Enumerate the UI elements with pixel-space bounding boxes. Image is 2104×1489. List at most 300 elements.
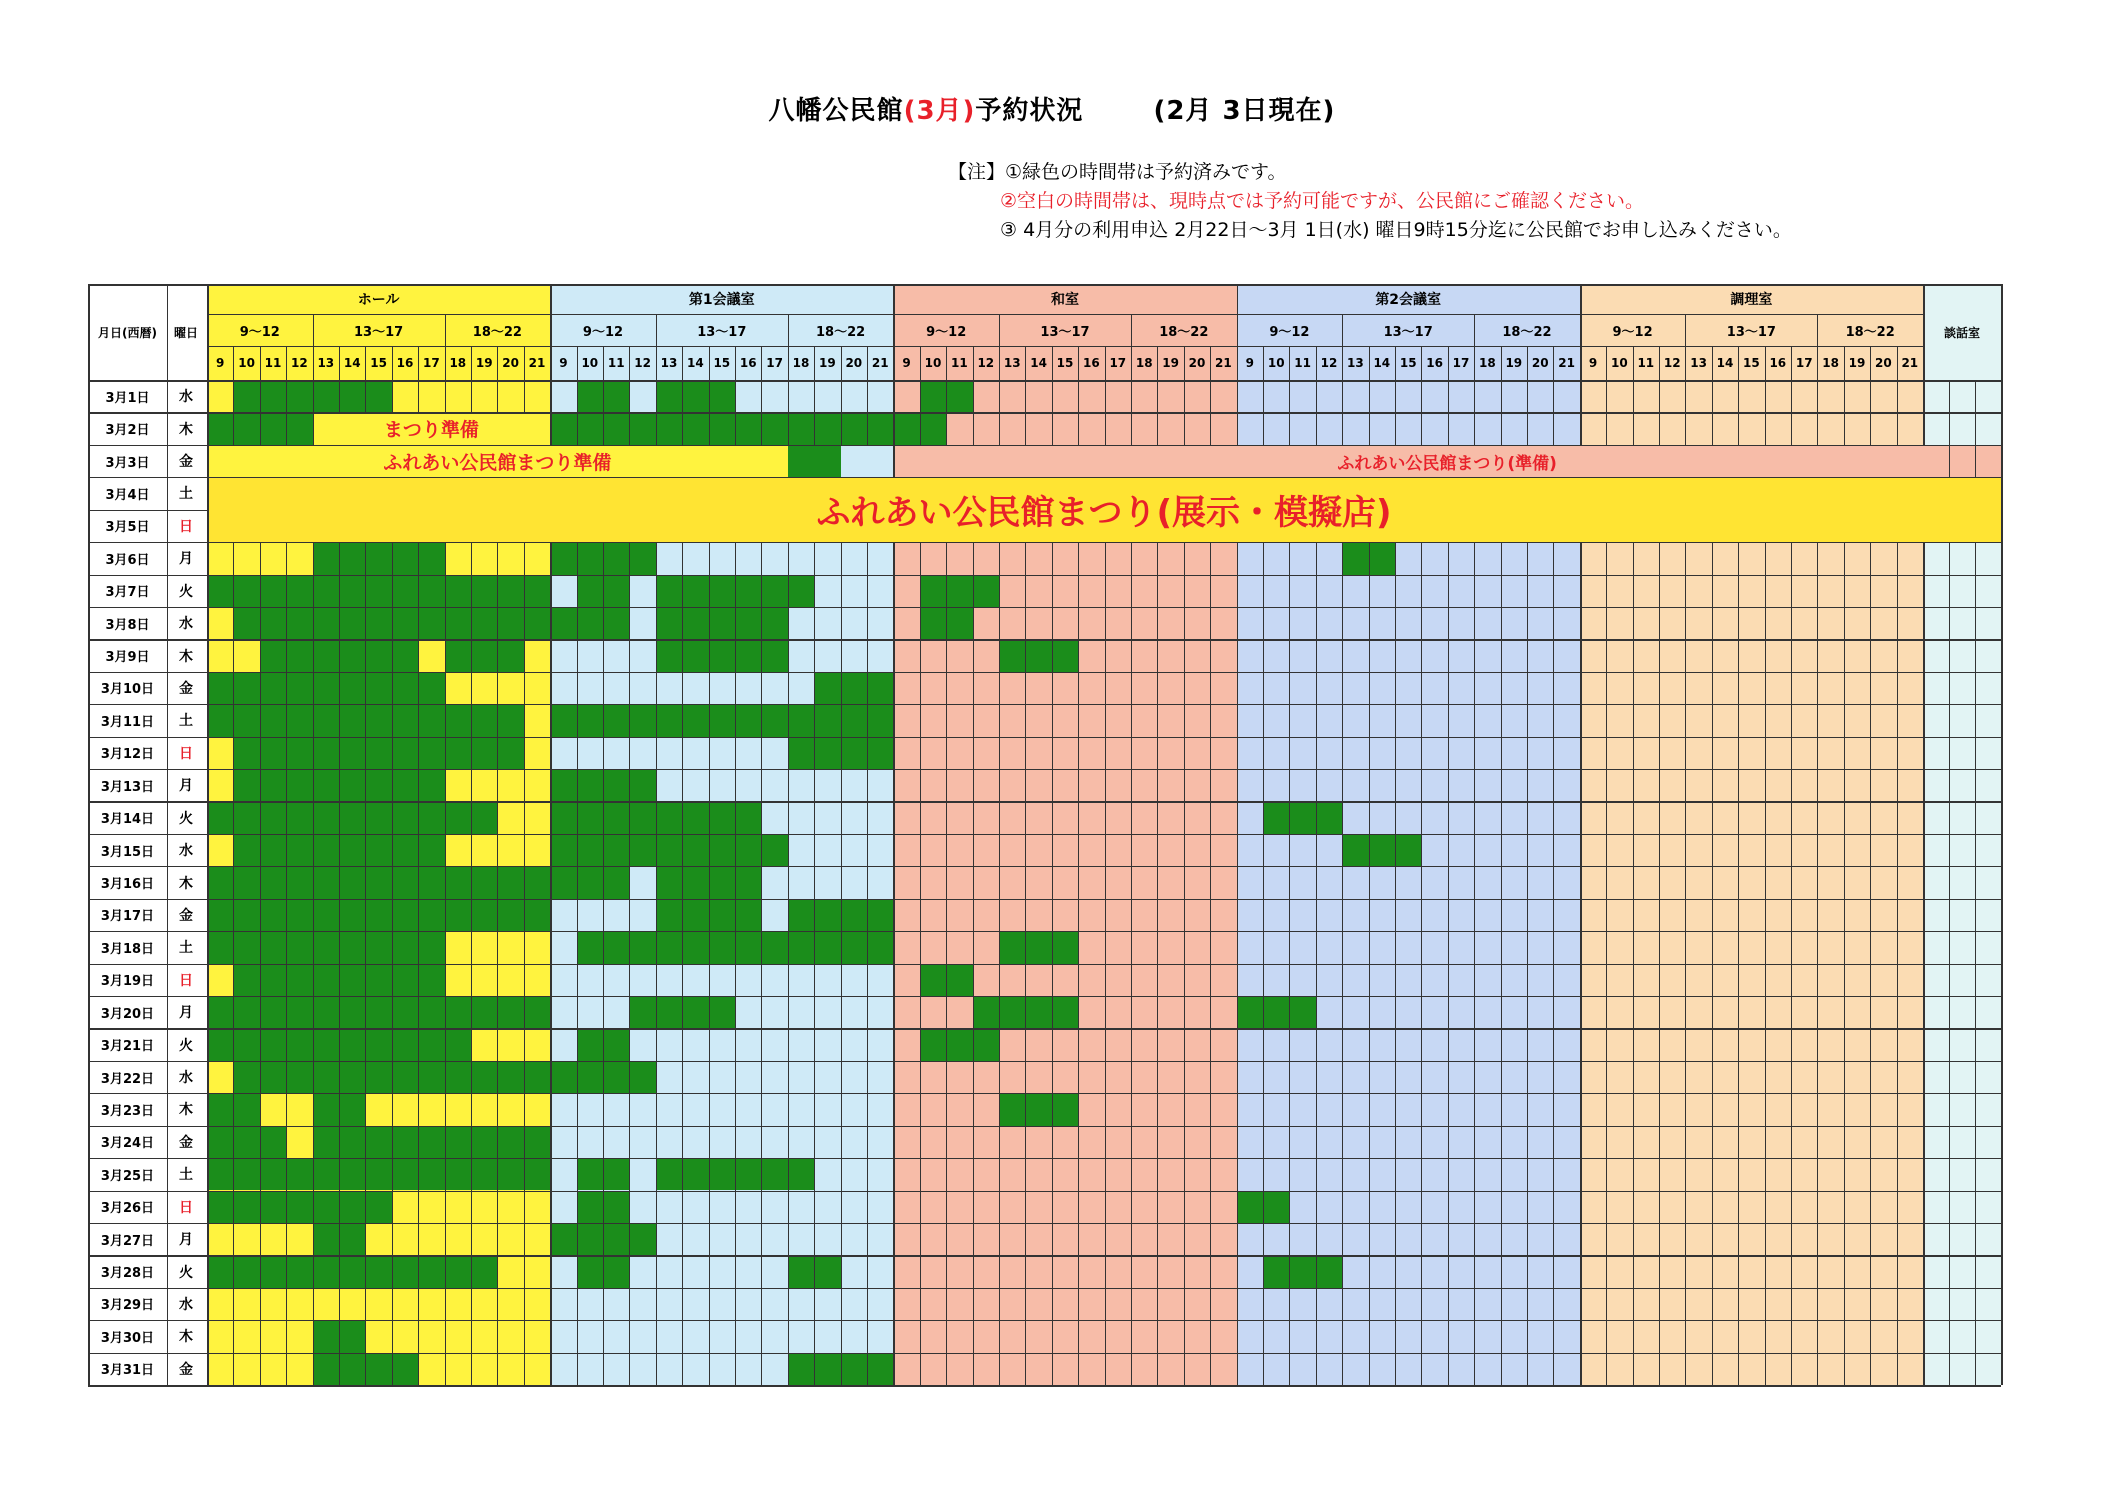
booked-cell [260,1255,286,1287]
day-date: 3月1日 [105,390,150,406]
booked-cell [550,801,576,833]
booked-cell [682,412,708,444]
booked-cell [365,1126,391,1158]
booked-cell [365,1191,391,1223]
booked-cell [445,996,471,1028]
day-weekday: 日 [179,972,193,989]
hour-header: 12 [291,356,308,370]
day-weekday: 水 [179,1296,193,1313]
hour-header: 11 [1637,356,1655,370]
booked-cell [418,769,444,801]
extra-room-header: 談話室 [1943,325,1980,340]
hour-header: 17 [1452,356,1470,370]
day-weekday: 月 [179,551,193,568]
booked-cell [709,412,735,444]
booked-cell [682,380,708,412]
booked-cell [339,1223,365,1255]
hour-header: 9 [216,356,225,370]
booked-cell [577,607,603,639]
booked-cell [920,1028,946,1060]
booked-cell [207,931,233,963]
booked-cell [788,1158,814,1190]
booked-cell [629,996,655,1028]
day-date: 3月5日 [105,520,150,536]
booked-cell [339,575,365,607]
booked-cell [418,964,444,996]
hour-header: 12 [1663,356,1681,370]
booked-cell [313,1223,339,1255]
booked-cell [392,834,418,866]
booked-cell [233,1158,259,1190]
booked-cell [656,996,682,1028]
booked-cell [418,1255,444,1287]
booked-cell [577,1061,603,1093]
booked-cell [656,704,682,736]
booked-cell [682,639,708,671]
booked-cell [629,801,655,833]
booked-cell [577,801,603,833]
booked-cell [313,672,339,704]
booked-cell [471,866,497,898]
title-facility: 八幡公民館 [768,96,904,126]
booked-cell [313,834,339,866]
booked-cell [392,542,418,574]
booked-cell [550,1223,576,1255]
booked-cell [841,737,867,769]
room-header: 和室 [1050,292,1079,308]
hour-header: 16 [1083,356,1100,370]
booked-cell [656,834,682,866]
booked-cell [577,866,603,898]
booked-cell [392,639,418,671]
day-date: 3月19日 [100,974,155,990]
booked-cell [365,1353,391,1385]
booked-cell [603,412,629,444]
booked-cell [867,1353,893,1385]
booked-cell [603,380,629,412]
booked-cell [656,639,682,671]
hour-header: 10 [1611,356,1628,370]
booked-cell [233,380,259,412]
booked-cell [471,607,497,639]
booked-cell [656,899,682,931]
hour-header: 19 [1505,356,1523,370]
booked-cell [1025,996,1051,1028]
booked-cell [656,931,682,963]
booked-cell [814,412,840,444]
booked-cell [392,899,418,931]
booked-cell [841,704,867,736]
booked-cell [973,996,999,1028]
hour-header: 9 [559,356,568,370]
day-weekday: 金 [179,907,193,924]
booked-cell [656,801,682,833]
booked-cell [339,639,365,671]
time-slot-header: 9～12 [239,324,280,340]
hour-header: 14 [687,356,704,370]
day-date: 3月12日 [100,747,155,763]
title-suffix: 予約状況 [975,96,1084,126]
booked-cell [392,737,418,769]
day-date: 3月11日 [100,714,155,730]
banner-festival: ふれあい公民館まつり(展示・模擬店) [207,477,2001,542]
booked-cell [233,769,259,801]
booked-cell [339,834,365,866]
booked-cell [339,1126,365,1158]
booked-cell [260,1158,286,1190]
day-weekday: 金 [179,454,193,471]
booked-cell [577,542,603,574]
hour-header: 13 [1347,356,1364,370]
notes [948,158,1792,245]
booked-cell [550,412,576,444]
hour-header: 11 [1294,356,1311,370]
hour-header: 15 [1056,356,1074,370]
booked-cell [445,1061,471,1093]
time-slot-header: 13～17 [1383,324,1433,340]
booked-cell [603,1028,629,1060]
day-date: 3月14日 [100,812,155,828]
booked-cell [709,996,735,1028]
day-date: 3月27日 [100,1233,155,1249]
booked-cell [497,996,523,1028]
booked-cell [365,1158,391,1190]
booked-cell [207,866,233,898]
day-weekday: 木 [179,648,193,665]
day-weekday: 火 [179,810,193,827]
booked-cell [445,1126,471,1158]
booked-cell [629,931,655,963]
hour-header: 9 [1245,356,1254,370]
booked-cell [497,704,523,736]
booked-cell [471,575,497,607]
booked-cell [445,737,471,769]
booked-cell [656,607,682,639]
booked-cell [471,639,497,671]
booked-cell [788,575,814,607]
booked-cell [497,1126,523,1158]
hour-header: 17 [1795,356,1813,370]
day-weekday: 金 [179,1361,193,1378]
hour-header: 9 [1588,356,1598,370]
booked-cell [339,899,365,931]
time-slot-header: 13～17 [354,324,404,340]
booked-cell [682,607,708,639]
time-slot-header: 9～12 [582,324,624,340]
note-line-1 [948,158,1792,187]
booked-cell [682,1158,708,1190]
day-date: 3月4日 [105,487,150,503]
booked-cell [418,704,444,736]
booked-cell [445,1028,471,1060]
booked-cell [603,801,629,833]
booked-cell [629,412,655,444]
time-slot-header: 9～12 [1269,324,1310,340]
booked-cell [788,1255,814,1287]
booked-cell [471,899,497,931]
booked-cell [1263,801,1289,833]
hour-header: 19 [475,356,493,370]
note-line-3: ③ 4月分の利用申込 2月22日～3月 1日(水) 曜日9時15分迄に公民館でお申し込みください。 [1000,219,1792,241]
booked-cell [207,996,233,1028]
booked-cell [392,575,418,607]
hour-header: 17 [423,356,440,370]
booked-cell [260,769,286,801]
day-weekday: 木 [179,421,193,438]
booked-cell [577,769,603,801]
booked-cell [471,801,497,833]
booked-cell [761,834,787,866]
reservation-grid [88,284,2003,1388]
hour-header: 11 [607,356,625,370]
hour-header: 13 [660,356,678,370]
booked-cell [207,1093,233,1125]
booked-cell [577,1028,603,1060]
banner-day3-left: ふれあい公民館まつり準備 [207,445,788,477]
booked-cell [577,704,603,736]
booked-cell [365,607,391,639]
day-date: 3月10日 [100,682,155,698]
booked-cell [682,931,708,963]
booked-cell [550,1061,576,1093]
day-date: 3月23日 [100,1103,155,1119]
day-date: 3月6日 [105,552,150,568]
booked-cell [207,412,233,444]
booked-cell [603,834,629,866]
booked-cell [1289,801,1315,833]
booked-cell [524,899,550,931]
day-date: 3月29日 [100,1298,155,1314]
time-slot-header: 18～22 [816,324,866,340]
hour-header: 12 [1320,356,1338,370]
booked-cell [233,899,259,931]
booked-cell [392,1028,418,1060]
booked-cell [603,575,629,607]
booked-cell [867,704,893,736]
booked-cell [497,1158,523,1190]
booked-cell [814,931,840,963]
booked-cell [339,1353,365,1385]
booked-cell [761,639,787,671]
booked-cell [233,1126,259,1158]
day-weekday: 木 [179,875,193,892]
booked-cell [1369,834,1395,866]
hour-header: 18 [792,356,810,370]
booked-cell [365,769,391,801]
booked-cell [207,1126,233,1158]
booked-cell [339,996,365,1028]
booked-cell [682,575,708,607]
booked-cell [365,834,391,866]
booked-cell [392,996,418,1028]
booked-cell [814,737,840,769]
day-weekday: 水 [179,843,193,860]
booked-cell [233,704,259,736]
booked-cell [339,1028,365,1060]
booked-cell [313,1126,339,1158]
time-slot-header: 9～12 [1612,324,1653,340]
booked-cell [735,607,761,639]
booked-cell [286,769,312,801]
booked-cell [207,1255,233,1287]
booked-cell [550,834,576,866]
booked-cell [603,1223,629,1255]
booked-cell [629,1223,655,1255]
day-date: 3月9日 [105,650,150,666]
booked-cell [867,899,893,931]
time-slot-header: 18～22 [1159,324,1209,340]
booked-cell [603,1061,629,1093]
booked-cell [577,412,603,444]
booked-cell [1369,542,1395,574]
booked-cell [471,1126,497,1158]
booked-cell [999,639,1025,671]
weekday-header: 曜日 [173,325,198,340]
booked-cell [260,704,286,736]
booked-cell [365,964,391,996]
booked-cell [603,704,629,736]
time-slot-header: 13～17 [1040,324,1090,340]
hour-header: 18 [1822,356,1839,370]
booked-cell [313,737,339,769]
booked-cell [682,866,708,898]
booked-cell [814,899,840,931]
booked-cell [392,964,418,996]
hour-header: 12 [634,356,651,370]
booked-cell [313,575,339,607]
hour-header: 19 [1848,356,1866,370]
hour-header: 14 [1030,356,1047,370]
booked-cell [286,834,312,866]
booked-cell [735,1158,761,1190]
booked-cell [313,801,339,833]
booked-cell [313,1028,339,1060]
time-slot-header: 9～12 [926,324,967,340]
booked-cell [313,1191,339,1223]
booked-cell [260,801,286,833]
booked-cell [286,575,312,607]
day-weekday: 火 [179,1037,193,1054]
hour-header: 9 [902,356,911,370]
booked-cell [603,1191,629,1223]
booked-cell [207,575,233,607]
booked-cell [788,445,814,477]
booked-cell [920,607,946,639]
booked-cell [709,801,735,833]
booked-cell [946,575,972,607]
booked-cell [445,1158,471,1190]
booked-cell [577,575,603,607]
booked-cell [524,607,550,639]
note-1-text: ①緑色の時間帯は予約済みです。 [1005,161,1287,183]
booked-cell [392,672,418,704]
booked-cell [313,1093,339,1125]
booked-cell [313,639,339,671]
booked-cell [339,1320,365,1352]
booked-cell [260,412,286,444]
booked-cell [603,1255,629,1287]
booked-cell [577,1158,603,1190]
day-weekday: 土 [179,486,193,503]
booked-cell [313,542,339,574]
booked-cell [471,1255,497,1287]
booked-cell [788,412,814,444]
booked-cell [286,639,312,671]
booked-cell [603,607,629,639]
booked-cell [233,1191,259,1223]
booked-cell [1395,834,1421,866]
room-header: 第1会議室 [688,292,755,308]
booked-cell [577,380,603,412]
booked-cell [260,834,286,866]
day-date: 3月22日 [100,1071,155,1087]
time-slot-header: 13～17 [1726,324,1776,340]
booked-cell [233,1093,259,1125]
booked-cell [313,931,339,963]
booked-cell [577,1255,603,1287]
hour-header: 16 [1426,356,1443,370]
booked-cell [761,931,787,963]
hour-header: 20 [845,356,863,370]
hour-header: 19 [819,356,836,370]
booked-cell [445,607,471,639]
hour-header: 10 [924,356,942,370]
booked-cell [313,380,339,412]
booked-cell [365,866,391,898]
booked-cell [709,704,735,736]
booked-cell [233,866,259,898]
booked-cell [392,1255,418,1287]
booked-cell [867,931,893,963]
booked-cell [365,996,391,1028]
booked-cell [286,801,312,833]
hour-header: 11 [951,356,968,370]
booked-cell [260,380,286,412]
banner-matsuri-junbi: まつり準備 [313,412,551,444]
booked-cell [497,866,523,898]
booked-cell [735,575,761,607]
booked-cell [339,801,365,833]
booked-cell [233,801,259,833]
booked-cell [788,899,814,931]
booked-cell [629,769,655,801]
booked-cell [365,737,391,769]
day-weekday: 火 [179,1264,193,1281]
booked-cell [313,607,339,639]
day-date: 3月17日 [100,909,155,925]
booked-cell [339,866,365,898]
booked-cell [1237,996,1263,1028]
day-weekday: 日 [179,1199,193,1216]
booked-cell [339,964,365,996]
title-as-of: (2月 3日現在) [1153,96,1336,126]
day-date: 3月20日 [100,1006,155,1022]
day-weekday: 月 [179,778,193,795]
hour-header: 18 [449,356,467,370]
booked-cell [260,1061,286,1093]
booked-cell [313,899,339,931]
booked-cell [392,1126,418,1158]
day-date: 3月3日 [105,455,150,471]
booked-cell [524,575,550,607]
booked-cell [1289,1255,1315,1287]
booked-cell [946,1028,972,1060]
booked-cell [761,607,787,639]
booked-cell [550,607,576,639]
booked-cell [233,1255,259,1287]
booked-cell [445,899,471,931]
note-bracket: 【注】 [948,161,1006,183]
